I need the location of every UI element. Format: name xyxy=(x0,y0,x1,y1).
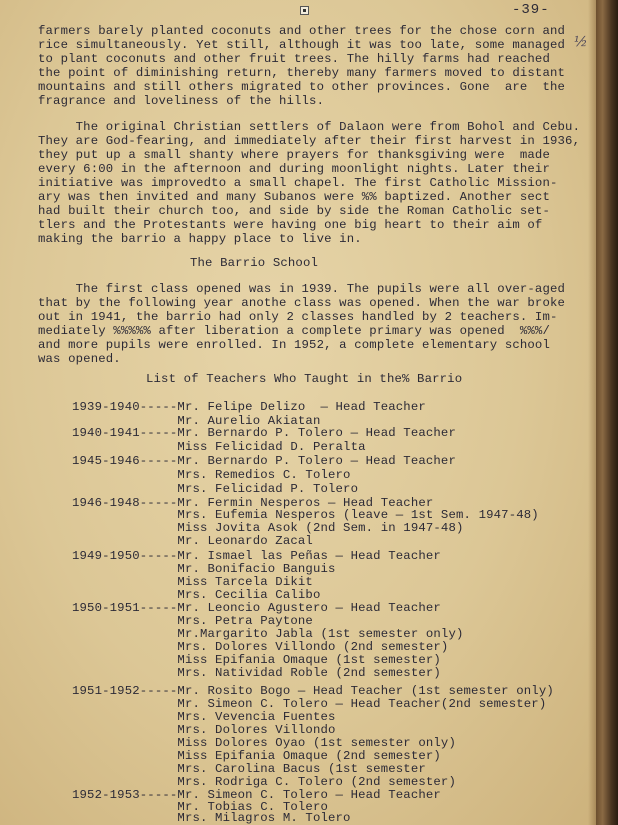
teacher-line: Mr.Margarito Jabla (1st semester only) xyxy=(72,627,464,641)
paragraph-2-line: they put up a small shanty where prayers for thanksgiving were made xyxy=(38,148,550,162)
teacher-line: Miss Tarcela Dikit xyxy=(72,575,313,589)
paragraph-2-line: every 6:00 in the afternoon and during moonlight nights. Later their xyxy=(38,162,550,176)
teacher-line: Mr. Simeon C. Tolero — Head Teacher(2nd semester) xyxy=(72,697,547,711)
teacher-line: 1940-1941-----Mr. Bernardo P. Tolero — Head Teacher xyxy=(72,426,456,440)
teacher-line: Mrs. Felicidad P. Tolero xyxy=(72,482,359,496)
teacher-line: 1945-1946-----Mr. Bernardo P. Tolero — Head Teacher xyxy=(72,454,456,468)
teacher-line: Miss Dolores Oyao (1st semester only) xyxy=(72,736,456,750)
teacher-line: Miss Epifania Omaque (1st semester) xyxy=(72,653,441,667)
teacher-line: Mr. Bonifacio Banguis xyxy=(72,562,336,576)
teacher-line: 1952-1953-----Mr. Simeon C. Tolero — Head Teacher xyxy=(72,788,441,802)
paragraph-2-line: The original Christian settlers of Dalaon were from Bohol and Cebu. xyxy=(38,120,581,134)
section-title: The Barrio School xyxy=(190,256,318,270)
paragraph-1-line: rice simultaneously. Yet still, although it was too late, some managed xyxy=(38,38,566,52)
book-binding-edge xyxy=(596,0,618,825)
paragraph-2-line: had built their church too, and side by side the Roman Catholic set- xyxy=(38,204,550,218)
teacher-line: 1949-1950-----Mr. Ismael las Peñas — Head Teacher xyxy=(72,549,441,563)
paragraph-3-line: was opened. xyxy=(38,352,121,366)
teacher-line: Mrs. Petra Paytone xyxy=(72,614,313,628)
margin-annotation: ½ xyxy=(574,34,588,50)
teacher-line: Mrs. Cecilia Calibo xyxy=(72,588,321,602)
teacher-line: Mrs. Milagros M. Tolero xyxy=(72,811,351,825)
paragraph-3-line: out in 1941, the barrio had only 2 classes handled by 2 teachers. Im- xyxy=(38,310,558,324)
teacher-line: Miss Felicidad D. Peralta xyxy=(72,440,366,454)
binding-hole-icon xyxy=(300,6,309,15)
paragraph-2-line: They are God-fearing, and immediately after their first harvest in 1936, xyxy=(38,134,581,148)
teacher-line: Mrs. Eufemia Nesperos (leave — 1st Sem. 1947-48) xyxy=(72,508,539,522)
list-title: List of Teachers Who Taught in the% Barrio xyxy=(146,372,463,386)
paragraph-2-line: initiative was improvedto a small chapel. The first Catholic Mission- xyxy=(38,176,558,190)
teacher-line: Mrs. Vevencia Fuentes xyxy=(72,710,336,724)
teacher-line: Mr. Leonardo Zacal xyxy=(72,534,313,548)
paragraph-1-line: to plant coconuts and other fruit trees. The hilly farms had reached xyxy=(38,52,550,66)
teacher-line: Mrs. Dolores Villondo xyxy=(72,723,336,737)
paragraph-1-line: fragrance and loveliness of the hills. xyxy=(38,94,325,108)
page-number: -39- xyxy=(512,2,550,18)
teacher-line: Miss Jovita Asok (2nd Sem. in 1947-48) xyxy=(72,521,464,535)
paragraph-3-line: and more pupils were enrolled. In 1952, a complete elementary school xyxy=(38,338,550,352)
paragraph-2-line: tlers and the Protestants were having one big heart to their aim of xyxy=(38,218,543,232)
paragraph-3-line: mediately %%%%% after liberation a complete primary was opened %%%/ xyxy=(38,324,550,338)
paragraph-1-line: farmers barely planted coconuts and other trees for the chose corn and xyxy=(38,24,566,38)
teacher-line: Mrs. Carolina Bacus (1st semester xyxy=(72,762,426,776)
paragraph-1-line: mountains and still others migrated to other provinces. Gone are the xyxy=(38,80,566,94)
teacher-line: Mrs. Rodriga C. Tolero (2nd semester) xyxy=(72,775,456,789)
teacher-line: 1950-1951-----Mr. Leoncio Agustero — Head Teacher xyxy=(72,601,441,615)
paragraph-3-line: that by the following year anothe class was opened. When the war broke xyxy=(38,296,566,310)
paragraph-3-line: The first class opened was in 1939. The pupils were all over-aged xyxy=(38,282,566,296)
teacher-line: Mr. Aurelio Akiatan xyxy=(72,414,321,428)
teacher-line: Mrs. Natividad Roble (2nd semester) xyxy=(72,666,441,680)
teacher-line: Mr. Tobias C. Tolero xyxy=(72,800,328,814)
paragraph-1-line: the point of diminishing return, thereby many farmers moved to distant xyxy=(38,66,566,80)
paragraph-2-line: making the barrio a happy place to live in. xyxy=(38,232,362,246)
teacher-line: 1951-1952-----Mr. Rosito Bogo — Head Teacher (1st semester only) xyxy=(72,684,554,698)
teacher-line: Mrs. Dolores Villondo (2nd semester) xyxy=(72,640,449,654)
paragraph-2-line: ary was then invited and many Subanos were %% baptized. Another sect xyxy=(38,190,550,204)
teacher-line: 1939-1940-----Mr. Felipe Delizo — Head Teacher xyxy=(72,400,426,414)
teacher-line: 1946-1948-----Mr. Fermin Nesperos — Head Teacher xyxy=(72,496,434,510)
teacher-line: Mrs. Remedios C. Tolero xyxy=(72,468,351,482)
teacher-line: Miss Epifania Omaque (2nd semester) xyxy=(72,749,441,763)
